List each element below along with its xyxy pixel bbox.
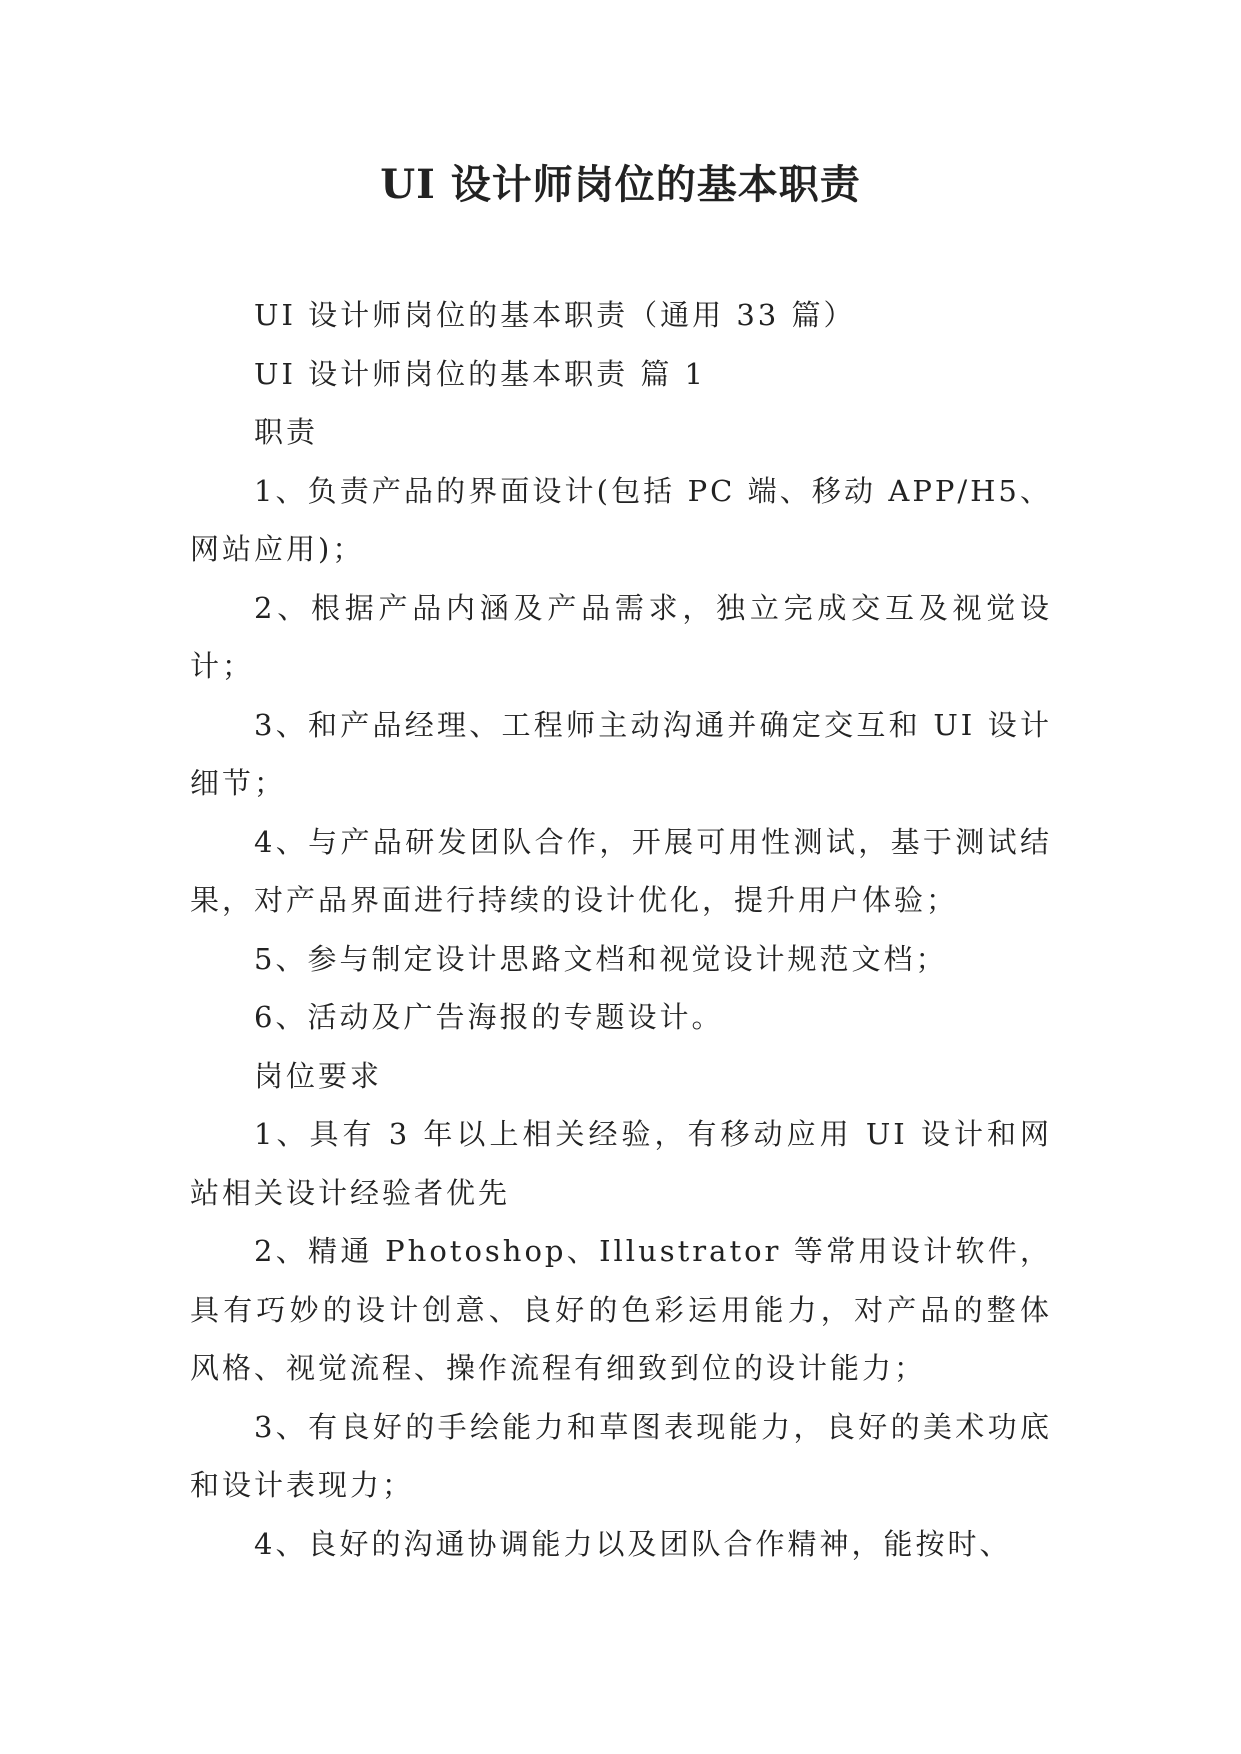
paragraph-duty-5: 5、参与制定设计思路文档和视觉设计规范文档； (254, 941, 948, 976)
paragraph-requirement-2: 2、精通 Photoshop、Illustrator 等常用设计软件，具有巧妙的设计创意、良好的色彩运用能力，对产品的整体风格、视觉流程、操作流程有细致到位的设计能力； (190, 1234, 1052, 1385)
paragraph-requirement-1: 1、具有 3 年以上相关经验，有移动应用 UI 设计和网站相关设计经验者优先 (190, 1117, 1052, 1210)
paragraph-requirement-3: 3、有良好的手绘能力和草图表现能力，良好的美术功底和设计表现力； (190, 1409, 1052, 1502)
page-title: UI 设计师岗位的基本职责 (380, 161, 861, 208)
paragraph-duties-heading: 职责 (254, 415, 319, 449)
paragraph-duty-2: 2、根据产品内涵及产品需求，独立完成交互及视觉设计； (190, 590, 1052, 683)
paragraph-section-heading: UI 设计师岗位的基本职责 篇 1 (254, 356, 707, 391)
paragraph-duty-6: 6、活动及广告海报的专题设计。 (254, 1000, 724, 1034)
document-body (190, 286, 1052, 1573)
paragraph-duty-4: 4、与产品研发团队合作，开展可用性测试，基于测试结果，对产品界面进行持续的设计优化，提升用户体验； (190, 824, 1052, 917)
paragraph-duty-1: 1、负责产品的界面设计(包括 PC 端、移动 APP/H5、网站应用)； (190, 473, 1052, 566)
paragraph-duty-3: 3、和产品经理、工程师主动沟通并确定交互和 UI 设计细节； (190, 707, 1052, 800)
paragraph-requirements-heading: 岗位要求 (254, 1058, 383, 1093)
paragraph-requirement-4: 4、良好的沟通协调能力以及团队合作精神，能按时、 (254, 1526, 1012, 1561)
paragraph-subtitle: UI 设计师岗位的基本职责（通用 33 篇） (254, 298, 856, 332)
